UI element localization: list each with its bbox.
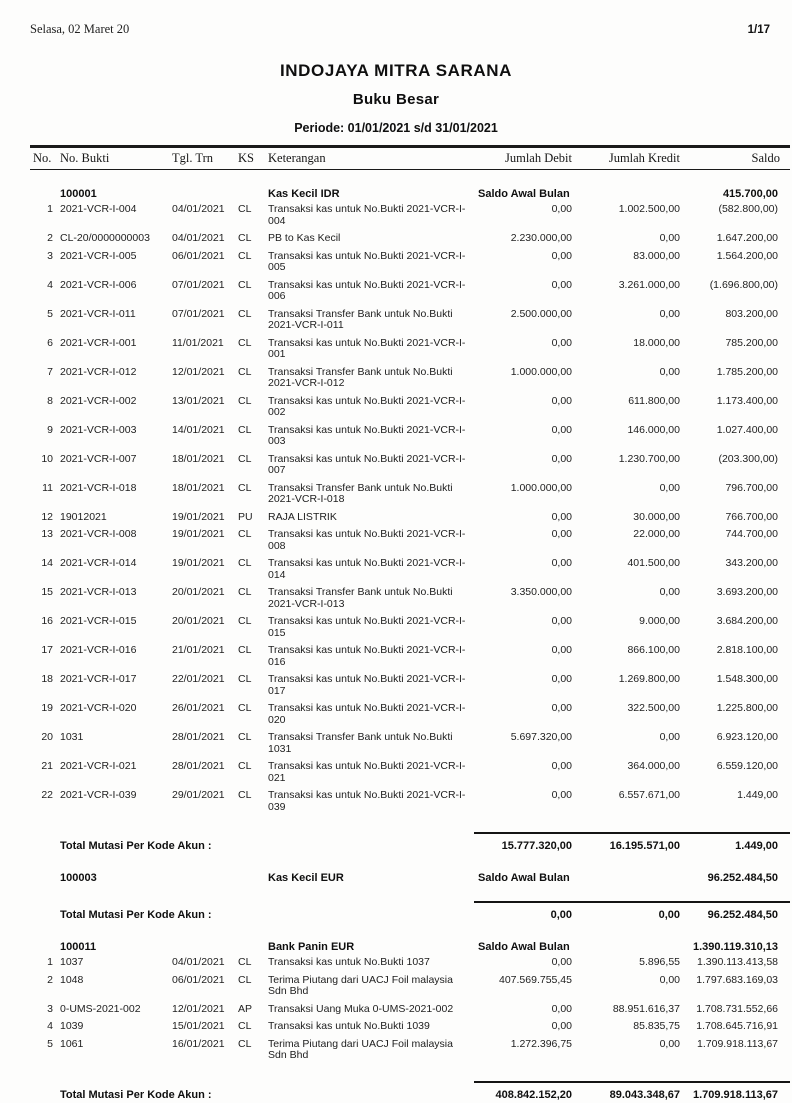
cell-debit: 0,00 — [551, 203, 572, 215]
cell-tgl: 22/01/2021 — [172, 673, 225, 685]
cell-keterangan: Transaksi kas untuk No.Bukti 2021-VCR-I-015 — [268, 615, 466, 639]
cell-ks: CL — [238, 278, 252, 291]
cell-ks: CL — [238, 307, 252, 320]
cell-saldo: 1.548.300,00 — [716, 673, 778, 685]
cell-kredit: 1.230.700,00 — [618, 452, 680, 465]
cell-tgl: 14/01/2021 — [172, 423, 225, 436]
transaction-row — [30, 614, 790, 643]
cell-keterangan: Transaksi kas untuk No.Bukti 2021-VCR-I-002 — [268, 394, 466, 418]
cell-no: 4 — [47, 1020, 53, 1032]
cell-bukti: 1061 — [60, 1037, 84, 1050]
cell-tgl: 04/01/2021 — [172, 203, 225, 215]
cell-bukti: 2021-VCR-I-015 — [60, 615, 137, 627]
transaction-row — [30, 481, 790, 510]
cell-keterangan: Transaksi Transfer Bank untuk No.Bukti 2021-VCR-I-013 — [268, 586, 453, 610]
cell-debit: 1.000.000,00 — [510, 365, 572, 378]
cell-ks: CL — [238, 365, 252, 378]
cell-no: 3 — [47, 1002, 53, 1015]
cell-saldo: 1.390.113.413,58 — [697, 956, 778, 968]
cell-keterangan: Transaksi kas untuk No.Bukti 2021-VCR-I-004 — [268, 203, 466, 227]
cell-keterangan: Transaksi kas untuk No.Bukti 1039 — [268, 1020, 430, 1032]
cell-tgl: 20/01/2021 — [172, 615, 225, 627]
cell-kredit: 22.000,00 — [633, 528, 680, 540]
cell-keterangan: Transaksi kas untuk No.Bukti 2021-VCR-I-017 — [268, 673, 466, 697]
total-saldo: 1.709.918.113,67 — [692, 1088, 778, 1101]
cell-tgl: 07/01/2021 — [172, 307, 225, 320]
cell-ks: CL — [238, 452, 252, 465]
cell-bukti: 2021-VCR-I-017 — [60, 673, 137, 685]
cell-saldo: 744.700,00 — [725, 528, 778, 540]
account-code: 100011 — [60, 941, 97, 953]
account-header-row — [30, 938, 790, 955]
account-header-row — [30, 869, 790, 886]
cell-keterangan: Transaksi kas untuk No.Bukti 1037 — [268, 956, 430, 968]
cell-tgl: 15/01/2021 — [172, 1020, 225, 1032]
cell-bukti: 1037 — [60, 956, 84, 968]
cell-no: 4 — [47, 278, 53, 291]
cell-keterangan: Transaksi Transfer Bank untuk No.Bukti 2021-VCR-I-018 — [268, 481, 453, 505]
opening-balance-label: Saldo Awal Bulan — [478, 941, 570, 953]
cell-kredit: 6.557.671,00 — [618, 789, 680, 801]
cell-tgl: 28/01/2021 — [172, 760, 225, 772]
col-header-ks: KS — [238, 151, 254, 165]
cell-bukti: 1031 — [60, 731, 84, 743]
account-header-row — [30, 185, 790, 202]
transaction-row — [30, 701, 790, 730]
cell-tgl: 12/01/2021 — [172, 1002, 225, 1015]
account-section — [30, 854, 790, 923]
cell-saldo: 1.709.918.113,67 — [697, 1037, 778, 1050]
account-section — [30, 170, 790, 854]
cell-no: 2 — [47, 232, 53, 244]
cell-tgl: 28/01/2021 — [172, 731, 225, 743]
cell-tgl: 19/01/2021 — [172, 510, 225, 523]
report-subtitle: Buku Besar — [352, 91, 440, 108]
cell-tgl: 06/01/2021 — [172, 249, 225, 262]
total-kredit: 16.195.571,00 — [609, 840, 680, 852]
cell-bukti: 2021-VCR-I-006 — [60, 278, 137, 291]
cell-no: 7 — [47, 365, 53, 378]
cell-kredit: 1.269.800,00 — [618, 673, 680, 685]
cell-kredit: 9.000,00 — [639, 615, 680, 627]
total-label: Total Mutasi Per Kode Akun : — [60, 840, 212, 852]
cell-debit: 0,00 — [551, 528, 572, 540]
cell-bukti: 2021-VCR-I-001 — [60, 336, 137, 349]
total-row — [30, 1083, 790, 1103]
cell-no: 2 — [47, 973, 53, 986]
cell-ks: CL — [238, 673, 252, 685]
cell-debit: 0,00 — [551, 702, 572, 714]
cell-saldo: 1.027.400,00 — [716, 423, 778, 436]
total-row — [30, 834, 790, 854]
transaction-row — [30, 759, 790, 788]
cell-debit: 0,00 — [551, 249, 572, 262]
cell-no: 3 — [47, 249, 53, 262]
cell-no: 11 — [42, 481, 53, 494]
cell-ks: CL — [238, 644, 252, 656]
cell-tgl: 07/01/2021 — [172, 278, 225, 291]
cell-kredit: 0,00 — [659, 586, 680, 598]
cell-ks: CL — [238, 423, 252, 436]
transaction-row — [30, 556, 790, 585]
total-kredit: 0,00 — [658, 909, 680, 921]
cell-saldo: 1.564.200,00 — [716, 249, 778, 262]
cell-kredit: 146.000,00 — [627, 423, 680, 436]
cell-bukti: 2021-VCR-I-020 — [60, 702, 137, 714]
cell-ks: CL — [238, 1020, 252, 1032]
cell-kredit: 83.000,00 — [633, 249, 680, 262]
cell-bukti: 2021-VCR-I-021 — [60, 760, 137, 772]
cell-saldo: 6.559.120,00 — [716, 760, 778, 772]
cell-ks: CL — [238, 760, 252, 772]
transaction-row — [30, 730, 790, 759]
col-header-saldo: Saldo — [751, 151, 780, 165]
cell-no: 18 — [41, 673, 53, 685]
cell-kredit: 0,00 — [659, 307, 680, 320]
transaction-row — [30, 336, 790, 365]
cell-bukti: 2021-VCR-I-003 — [60, 423, 137, 436]
cell-ks: CL — [238, 249, 252, 262]
cell-tgl: 04/01/2021 — [172, 956, 225, 968]
cell-debit: 1.272.396,75 — [510, 1037, 572, 1050]
cell-keterangan: Transaksi kas untuk No.Bukti 2021-VCR-I-006 — [268, 278, 466, 302]
cell-saldo: (1.696.800,00) — [709, 278, 778, 291]
cell-saldo: 3.693.200,00 — [716, 586, 778, 598]
cell-tgl: 26/01/2021 — [172, 702, 225, 714]
cell-ks: CL — [238, 481, 252, 494]
cell-saldo: 796.700,00 — [725, 481, 778, 494]
cell-kredit: 85.835,75 — [633, 1020, 680, 1032]
transaction-row — [30, 643, 790, 672]
cell-kredit: 18.000,00 — [633, 336, 680, 349]
account-name: Kas Kecil IDR — [268, 188, 340, 200]
transaction-row — [30, 423, 790, 452]
col-header-debit: Jumlah Debit — [504, 151, 572, 165]
cell-bukti: 2021-VCR-I-007 — [60, 452, 137, 465]
cell-ks: CL — [238, 557, 252, 569]
cell-saldo: (582.800,00) — [718, 203, 778, 215]
cell-no: 6 — [47, 336, 53, 349]
opening-balance-value: 1.390.119.310,13 — [692, 941, 778, 953]
cell-keterangan: Terima Piutang dari UACJ Foil malaysia Sdn Bhd — [268, 1037, 453, 1061]
cell-kredit: 0,00 — [659, 232, 680, 244]
cell-tgl: 04/01/2021 — [172, 232, 225, 244]
cell-kredit: 3.261.000,00 — [618, 278, 680, 291]
transaction-row — [30, 585, 790, 614]
cell-kredit: 0,00 — [659, 481, 680, 494]
opening-balance-value: 415.700,00 — [722, 188, 778, 200]
col-header-bukti: No. Bukti — [60, 151, 110, 165]
cell-ks: CL — [238, 394, 252, 407]
opening-balance-label: Saldo Awal Bulan — [478, 872, 570, 884]
cell-kredit: 322.500,00 — [627, 702, 680, 714]
transaction-row — [30, 202, 790, 231]
opening-balance-value: 96.252.484,50 — [707, 872, 778, 884]
cell-no: 15 — [41, 586, 53, 598]
opening-balance-label: Saldo Awal Bulan — [478, 188, 570, 200]
cell-ks: CL — [238, 586, 252, 598]
cell-debit: 0,00 — [551, 1002, 572, 1015]
cell-kredit: 30.000,00 — [633, 510, 680, 523]
cell-bukti: 2021-VCR-I-014 — [60, 557, 137, 569]
cell-keterangan: Transaksi Transfer Bank untuk No.Bukti 2021-VCR-I-012 — [268, 365, 453, 389]
cell-keterangan: Transaksi Transfer Bank untuk No.Bukti 1031 — [268, 731, 453, 755]
cell-debit: 5.697.320,00 — [510, 731, 572, 743]
transaction-row — [30, 973, 790, 1002]
col-header-kredit: Jumlah Kredit — [608, 151, 680, 165]
cell-ks: CL — [238, 702, 252, 714]
report-period: Periode: 01/01/2021 s/d 31/01/2021 — [294, 121, 498, 135]
cell-kredit: 364.000,00 — [627, 760, 680, 772]
transaction-row — [30, 527, 790, 556]
total-label: Total Mutasi Per Kode Akun : — [60, 1088, 212, 1101]
cell-saldo: 6.923.120,00 — [716, 731, 778, 743]
title-block — [0, 61, 792, 135]
report-title: INDOJAYA MITRA SARANA — [279, 61, 513, 80]
transaction-row — [30, 278, 790, 307]
transaction-row — [30, 307, 790, 336]
cell-tgl: 19/01/2021 — [172, 557, 225, 569]
ledger-table — [30, 145, 790, 1103]
cell-debit: 2.230.000,00 — [510, 232, 572, 244]
cell-debit: 0,00 — [551, 510, 572, 523]
cell-debit: 0,00 — [551, 644, 572, 656]
cell-no: 8 — [47, 394, 53, 407]
total-label: Total Mutasi Per Kode Akun : — [60, 909, 212, 921]
cell-saldo: 1.225.800,00 — [716, 702, 778, 714]
transaction-row — [30, 672, 790, 701]
cell-no: 1 — [47, 203, 53, 215]
cell-kredit: 0,00 — [659, 973, 680, 986]
total-kredit: 89.043.348,67 — [609, 1088, 680, 1101]
cell-tgl: 19/01/2021 — [172, 528, 225, 540]
cell-no: 16 — [41, 615, 53, 627]
total-debit: 15.777.320,00 — [501, 840, 572, 852]
cell-bukti: 2021-VCR-I-013 — [60, 586, 137, 598]
cell-saldo: 766.700,00 — [725, 510, 778, 523]
cell-keterangan: Transaksi kas untuk No.Bukti 2021-VCR-I-014 — [268, 557, 466, 581]
cell-no: 21 — [41, 760, 53, 772]
cell-saldo: 1.647.200,00 — [716, 232, 778, 244]
cell-keterangan: RAJA LISTRIK — [268, 510, 337, 523]
cell-keterangan: Transaksi kas untuk No.Bukti 2021-VCR-I-007 — [268, 452, 466, 476]
cell-no: 10 — [41, 452, 53, 465]
transaction-row — [30, 1019, 790, 1037]
cell-debit: 0,00 — [551, 394, 572, 407]
cell-tgl: 18/01/2021 — [172, 481, 225, 494]
cell-saldo: 1.708.731.552,66 — [696, 1002, 778, 1015]
cell-ks: CL — [238, 232, 252, 244]
cell-bukti: 2021-VCR-I-004 — [60, 203, 137, 215]
cell-tgl: 16/01/2021 — [172, 1037, 225, 1050]
cell-kredit: 88.951.616,37 — [612, 1002, 680, 1015]
section-gap — [30, 854, 790, 869]
cell-debit: 1.000.000,00 — [510, 481, 572, 494]
cell-debit: 0,00 — [551, 615, 572, 627]
cell-no: 5 — [47, 307, 53, 320]
transaction-row — [30, 365, 790, 394]
section-gap — [30, 923, 790, 938]
cell-no: 9 — [47, 423, 53, 436]
cell-tgl: 12/01/2021 — [172, 365, 225, 378]
cell-debit: 407.569.755,45 — [499, 973, 572, 986]
cell-saldo: 803.200,00 — [725, 307, 778, 320]
cell-keterangan: Terima Piutang dari UACJ Foil malaysia Sdn Bhd — [268, 973, 453, 997]
cell-no: 1 — [47, 956, 53, 968]
cell-ks: CL — [238, 203, 252, 215]
cell-saldo: (203.300,00) — [718, 452, 778, 465]
cell-no: 14 — [41, 557, 53, 569]
cell-ks: CL — [238, 615, 252, 627]
cell-ks: CL — [238, 1037, 252, 1050]
cell-debit: 3.350.000,00 — [510, 586, 572, 598]
cell-keterangan: Transaksi kas untuk No.Bukti 2021-VCR-I-021 — [268, 760, 466, 784]
total-debit: 0,00 — [550, 909, 572, 921]
cell-tgl: 06/01/2021 — [172, 973, 225, 986]
cell-saldo: 1.708.645.716,91 — [696, 1020, 778, 1032]
cell-bukti: 2021-VCR-I-011 — [60, 307, 136, 320]
cell-ks: CL — [238, 956, 252, 968]
cell-debit: 0,00 — [551, 956, 572, 968]
cell-keterangan: PB to Kas Kecil — [268, 232, 341, 244]
cell-no: 17 — [41, 644, 53, 656]
transaction-row — [30, 510, 790, 528]
cell-ks: CL — [238, 731, 252, 743]
cell-saldo: 1.785.200,00 — [716, 365, 778, 378]
cell-tgl: 29/01/2021 — [172, 789, 225, 801]
cell-debit: 0,00 — [551, 789, 572, 801]
cell-ks: CL — [238, 789, 252, 801]
cell-debit: 0,00 — [551, 1020, 572, 1032]
cell-bukti: 1048 — [60, 973, 84, 986]
account-code: 100001 — [60, 188, 97, 200]
cell-tgl: 13/01/2021 — [172, 394, 225, 407]
cell-no: 20 — [41, 731, 53, 743]
total-debit: 408.842.152,20 — [495, 1088, 572, 1101]
cell-saldo: 3.684.200,00 — [716, 615, 778, 627]
cell-keterangan: Transaksi Transfer Bank untuk No.Bukti 2021-VCR-I-011 — [268, 307, 453, 331]
cell-debit: 0,00 — [551, 452, 572, 465]
cell-keterangan: Transaksi kas untuk No.Bukti 2021-VCR-I-008 — [268, 528, 466, 552]
cell-bukti: 2021-VCR-I-005 — [60, 249, 137, 262]
cell-debit: 0,00 — [551, 673, 572, 685]
cell-bukti: 0-UMS-2021-002 — [60, 1002, 141, 1015]
cell-kredit: 401.500,00 — [627, 557, 680, 569]
col-header-keterangan: Keterangan — [268, 151, 326, 165]
cell-bukti: 2021-VCR-I-018 — [60, 481, 137, 494]
cell-no: 12 — [41, 510, 53, 523]
account-name: Bank Panin EUR — [268, 941, 355, 953]
cell-saldo: 1.797.683.169,03 — [696, 973, 778, 986]
cell-keterangan: Transaksi Uang Muka 0-UMS-2021-002 — [268, 1002, 454, 1015]
page-number: 1/17 — [747, 24, 770, 36]
transaction-row — [30, 249, 790, 278]
cell-debit: 0,00 — [551, 557, 572, 569]
cell-no: 13 — [41, 528, 53, 540]
cell-bukti: 19012021 — [60, 510, 107, 523]
cell-keterangan: Transaksi kas untuk No.Bukti 2021-VCR-I-039 — [268, 789, 466, 813]
cell-saldo: 343.200,00 — [725, 557, 778, 569]
cell-saldo: 1.449,00 — [737, 789, 778, 801]
cell-bukti: 2021-VCR-I-002 — [60, 394, 137, 407]
cell-tgl: 20/01/2021 — [172, 586, 225, 598]
account-section — [30, 923, 790, 1103]
cell-bukti: CL-20/0000000003 — [60, 232, 150, 244]
transaction-row — [30, 231, 790, 249]
cell-debit: 0,00 — [551, 760, 572, 772]
cell-keterangan: Transaksi kas untuk No.Bukti 2021-VCR-I-001 — [268, 336, 466, 360]
cell-saldo: 785.200,00 — [725, 336, 778, 349]
transaction-row — [30, 1002, 790, 1020]
cell-ks: CL — [238, 336, 252, 349]
cell-keterangan: Transaksi kas untuk No.Bukti 2021-VCR-I-005 — [268, 249, 466, 273]
cell-kredit: 5.896,55 — [639, 956, 680, 968]
section-gap — [30, 170, 790, 185]
cell-no: 5 — [47, 1037, 53, 1050]
col-header-no: No. — [33, 151, 52, 165]
cell-keterangan: Transaksi kas untuk No.Bukti 2021-VCR-I-016 — [268, 644, 466, 668]
cell-tgl: 11/01/2021 — [172, 336, 224, 349]
cell-kredit: 611.800,00 — [628, 394, 680, 407]
cell-kredit: 866.100,00 — [627, 644, 680, 656]
cell-ks: CL — [238, 973, 252, 986]
cell-tgl: 21/01/2021 — [172, 644, 225, 656]
transaction-row — [30, 788, 790, 817]
transaction-row — [30, 394, 790, 423]
cell-saldo: 2.818.100,00 — [716, 644, 778, 656]
cell-no: 19 — [41, 702, 53, 714]
cell-keterangan: Transaksi kas untuk No.Bukti 2021-VCR-I-003 — [268, 423, 466, 447]
cell-kredit: 0,00 — [659, 1037, 680, 1050]
col-header-tgl: Tgl. Trn — [172, 151, 213, 165]
total-saldo: 1.449,00 — [735, 840, 778, 852]
cell-bukti: 2021-VCR-I-039 — [60, 789, 137, 801]
cell-tgl: 18/01/2021 — [172, 452, 225, 465]
cell-no: 22 — [41, 789, 53, 801]
cell-bukti: 2021-VCR-I-016 — [60, 644, 137, 656]
transaction-row — [30, 1037, 790, 1066]
cell-kredit: 1.002.500,00 — [618, 203, 680, 215]
cell-kredit: 0,00 — [659, 731, 680, 743]
total-row — [30, 903, 790, 923]
cell-debit: 2.500.000,00 — [510, 307, 572, 320]
cell-ks: CL — [238, 528, 252, 540]
cell-debit: 0,00 — [551, 423, 572, 436]
cell-keterangan: Transaksi kas untuk No.Bukti 2021-VCR-I-020 — [268, 702, 466, 726]
cell-debit: 0,00 — [551, 278, 572, 291]
transaction-row — [30, 955, 790, 973]
account-code: 100003 — [60, 872, 97, 884]
cell-bukti: 2021-VCR-I-012 — [60, 365, 137, 378]
transaction-row — [30, 452, 790, 481]
total-saldo: 96.252.484,50 — [707, 909, 778, 921]
cell-bukti: 2021-VCR-I-008 — [60, 528, 137, 540]
cell-saldo: 1.173.400,00 — [716, 394, 778, 407]
table-header-row — [30, 145, 790, 170]
page-meta-row — [0, 0, 792, 37]
cell-debit: 0,00 — [551, 336, 572, 349]
cell-ks: PU — [238, 510, 253, 523]
cell-ks: AP — [238, 1002, 253, 1015]
cell-bukti: 1039 — [60, 1020, 84, 1032]
cell-kredit: 0,00 — [659, 365, 680, 378]
print-date: Selasa, 02 Maret 20 — [30, 22, 130, 36]
account-name: Kas Kecil EUR — [268, 872, 344, 884]
